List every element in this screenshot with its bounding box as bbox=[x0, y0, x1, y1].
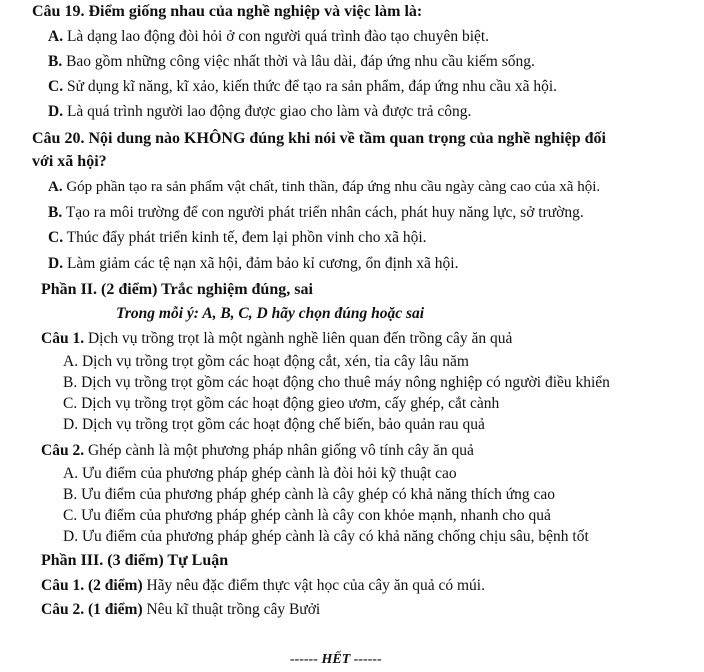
q20-option-a: A. Góp phần tạo ra sản phẩm vật chất, tinh thần, đáp ứng nhu cầu ngày càng cao của xã hội. bbox=[48, 179, 601, 195]
q20-option-d: D. Làm giảm các tệ nạn xã hội, đảm bảo kỉ cương, ổn định xã hội. bbox=[48, 255, 459, 272]
part2-q2-option-b: B. Ưu điểm của phương pháp ghép cành là cây ghép có khả năng thích ứng cao bbox=[63, 486, 555, 503]
q20-option-b: B. Tạo ra môi trường để con người phát triển nhân cách, phát huy năng lực, sở trường. bbox=[48, 204, 584, 221]
part2-instruction: Trong mỗi ý: A, B, C, D hãy chọn đúng hoặc sai bbox=[116, 305, 425, 322]
part2-q1-option-a: A. Dịch vụ trồng trọt gồm các hoạt động cắt, xén, tỉa cây lâu năm bbox=[63, 353, 469, 370]
q20-question-line2: với xã hội? bbox=[32, 153, 107, 170]
q19-question bbox=[32, 2, 422, 22]
part2-q2-question: Câu 2. Ghép cành là một phương pháp nhân giống vô tính cây ăn quả bbox=[41, 442, 474, 459]
q20-option-c: C. Thúc đẩy phát triển kinh tế, đem lại phồn vinh cho xã hội. bbox=[48, 229, 427, 246]
part2-q2-option-d: D. Ưu điểm của phương pháp ghép cành là cây có khả năng chống chịu sâu, bệnh tốt bbox=[63, 528, 589, 545]
part2-q2-option-c: C. Ưu điểm của phương pháp ghép cành là cây con khỏe mạnh, nhanh cho quả bbox=[63, 507, 551, 524]
part2-q1-option-c: C. Dịch vụ trồng trọt gồm các hoạt động gieo ươm, cấy ghép, cắt cành bbox=[63, 395, 500, 412]
part3-q1: Câu 1. (2 điểm) Hãy nêu đặc điểm thực vật học của cây ăn quả có múi. bbox=[41, 577, 485, 594]
part2-q1-option-b: B. Dịch vụ trồng trọt gồm các hoạt động cho thuê máy nông nghiệp có người điều khiển bbox=[63, 374, 610, 391]
q19-option-b: B. Bao gồm những công việc nhất thời và lâu dài, đáp ứng nhu cầu kiếm sống. bbox=[48, 53, 535, 70]
part2-heading: Phần II. (2 điểm) Trắc nghiệm đúng, sai bbox=[41, 281, 313, 298]
q19-label: Câu 19. bbox=[32, 3, 85, 20]
q19-option-a: A. Là dạng lao động đòi hỏi ở con người quá trình đào tạo chuyên biệt. bbox=[48, 28, 490, 45]
part3-q2: Câu 2. (1 điểm) Nêu kĩ thuật trồng cây Bưởi bbox=[41, 601, 321, 618]
end-marker: ------ HẾT ------ bbox=[290, 652, 382, 667]
q19-option-d: D. Là quá trình người lao động được giao cho làm và được trả công. bbox=[48, 103, 472, 120]
part2-q1-question: Câu 1. Dịch vụ trồng trọt là một ngành nghề liên quan đến trồng cây ăn quả bbox=[41, 330, 513, 347]
part2-q2-option-a: A. Ưu điểm của phương pháp ghép cành là đòi hỏi kỹ thuật cao bbox=[63, 465, 457, 482]
part3-heading: Phần III. (3 điểm) Tự Luận bbox=[41, 552, 229, 569]
q20-question-line1: Câu 20. Nội dung nào KHÔNG đúng khi nói về tầm quan trọng của nghề nghiệp đối bbox=[32, 130, 606, 147]
q19-text: Điểm giống nhau của nghề nghiệp và việc làm là: bbox=[84, 3, 423, 20]
q19-option-c: C. Sử dụng kĩ năng, kĩ xảo, kiến thức để tạo ra sản phẩm, đáp ứng nhu cầu xã hội. bbox=[48, 78, 558, 95]
part2-q1-option-d: D. Dịch vụ trồng trọt gồm các hoạt động chế biến, bảo quản rau quả bbox=[63, 416, 485, 433]
